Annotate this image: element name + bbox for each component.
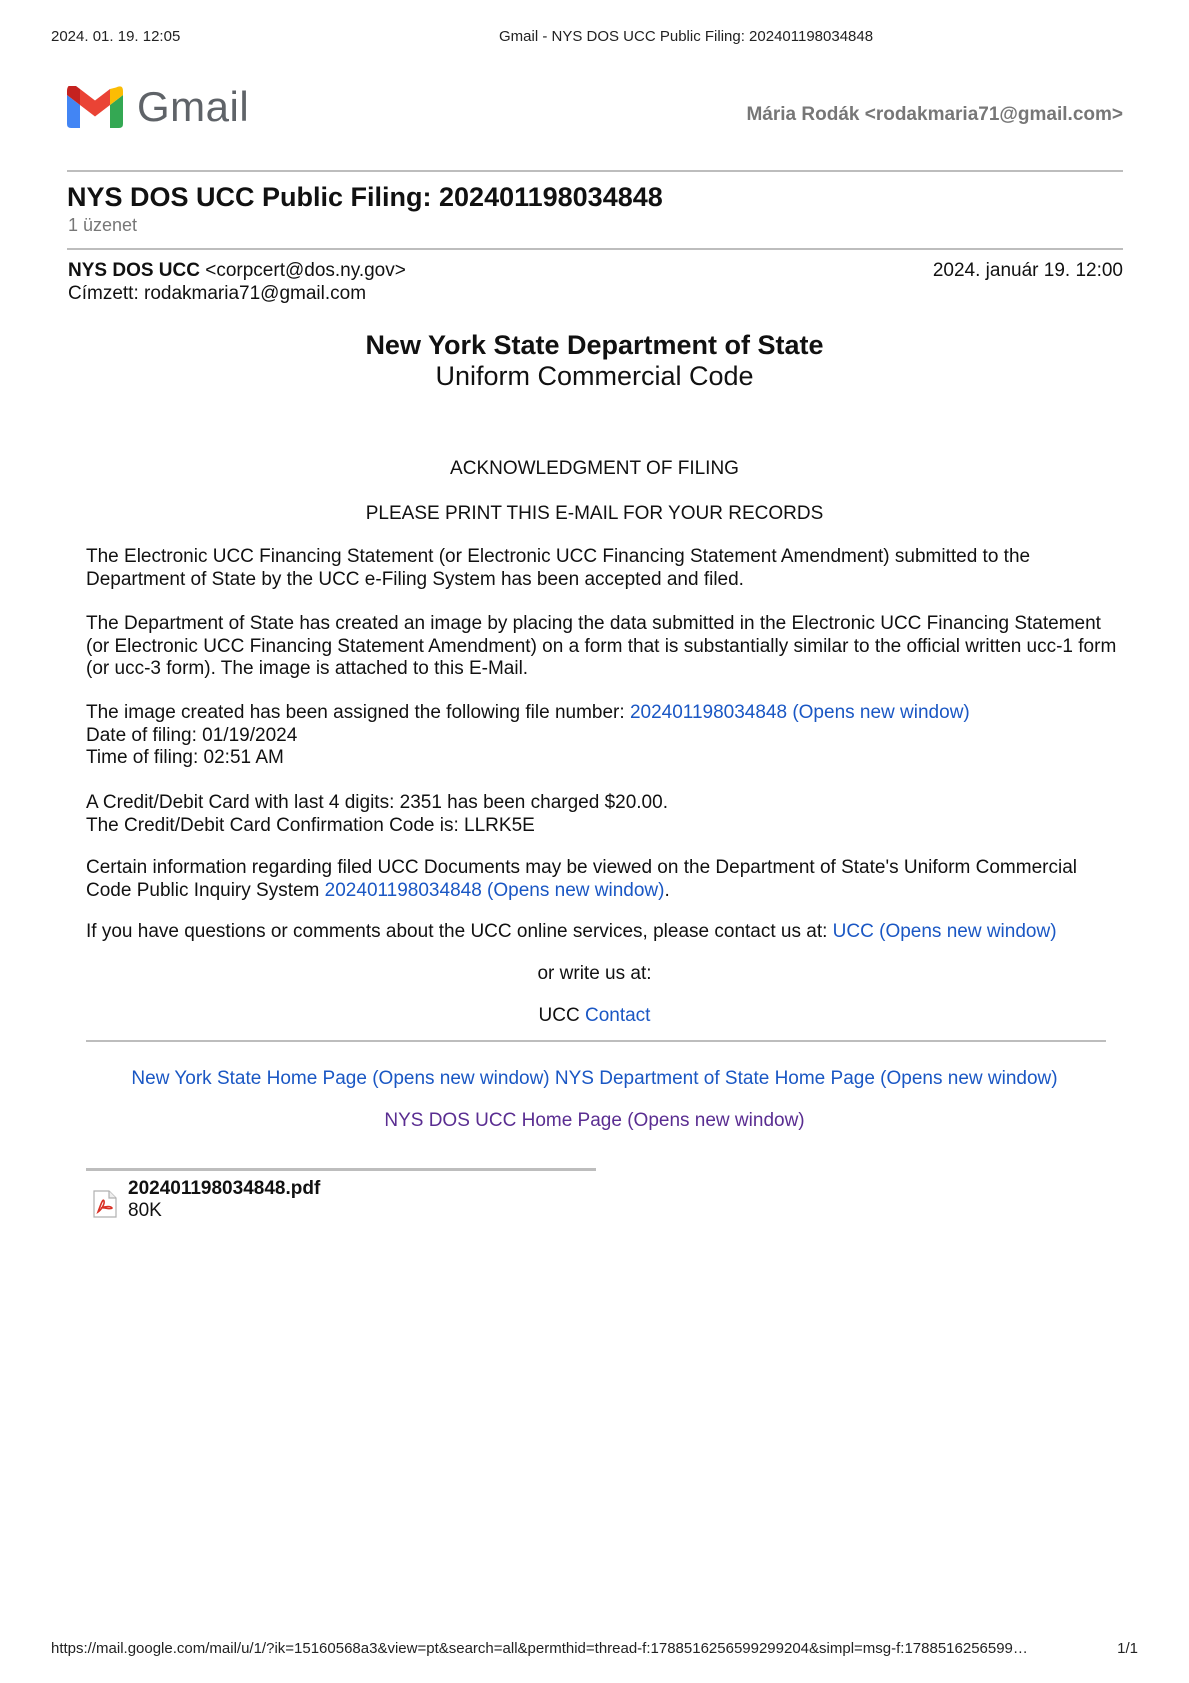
print-title: Gmail - NYS DOS UCC Public Filing: 202401198034848 <box>499 28 874 45</box>
card-confirmation: The Credit/Debit Card Confirmation Code is: LLRK5E <box>86 814 535 836</box>
attachment-divider <box>86 1168 596 1171</box>
gmail-header <box>67 83 1123 146</box>
body-title: New York State Department of State <box>365 330 824 360</box>
inquiry-text: Certain information regarding filed UCC Documents may be viewed on the Department of State's Uniform Commercial Code Public Inquiry System <box>86 857 1077 901</box>
questions-text: If you have questions or comments about the UCC online services, please contact us at: <box>86 921 833 942</box>
body-subtitle: Uniform Commercial Code <box>435 361 754 391</box>
gmail-wordmark: Gmail <box>137 83 250 130</box>
print-url: https://mail.google.com/mail/u/1/?ik=15160568a3&view=pt&search=all&permthid=thread-f:1788516256599299204&simpl=msg-f:1788516256599… <box>51 1640 1028 1657</box>
questions-paragraph <box>86 921 1123 944</box>
file-number-label: The image created has been assigned the following file number: <box>86 702 630 723</box>
print-header <box>51 28 1138 48</box>
message-count: 1 üzenet <box>68 215 138 235</box>
sender-email: <corpcert@dos.ny.gov> <box>205 260 406 281</box>
divider <box>67 170 1123 172</box>
thread-subject: NYS DOS UCC Public Filing: 202401198034848 <box>67 182 663 212</box>
attachment-filename[interactable]: 202401198034848.pdf <box>128 1178 321 1199</box>
ucc-contact-link[interactable]: UCC (Opens new window) <box>832 921 1057 942</box>
inquiry-paragraph <box>86 857 1123 902</box>
footer-links-row-2 <box>0 1110 1189 1132</box>
ucc-home-link[interactable]: NYS DOS UCC Home Page (Opens new window) <box>384 1110 805 1131</box>
nys-home-link[interactable]: New York State Home Page (Opens new window) <box>131 1068 550 1089</box>
contact-link[interactable]: Contact <box>584 1005 651 1026</box>
print-footer <box>51 1640 1138 1660</box>
or-write-text: or write us at: <box>537 963 652 984</box>
dos-home-link[interactable]: NYS Department of State Home Page (Opens new window) <box>554 1068 1058 1089</box>
file-number-line <box>86 702 1123 725</box>
attachment-size: 80K <box>128 1200 162 1221</box>
sender-name: NYS DOS UCC <box>68 260 200 281</box>
gmail-logo[interactable] <box>67 83 250 130</box>
file-number-link[interactable]: 202401198034848 (Opens new window) <box>629 702 970 723</box>
inquiry-link[interactable]: 202401198034848 (Opens new window) <box>324 879 665 901</box>
ucc-contact-line <box>0 1005 1189 1027</box>
filing-details <box>86 702 1123 770</box>
card-charged: A Credit/Debit Card with last 4 digits: 2351 has been charged $20.00. <box>86 792 668 813</box>
divider <box>86 1040 1106 1042</box>
payment-details <box>86 792 1123 837</box>
account-label: Mária Rodák <rodakmaria71@gmail.com> <box>746 104 1123 125</box>
attachment-info <box>128 1178 320 1222</box>
pdf-icon <box>92 1190 118 1218</box>
print-notice: PLEASE PRINT THIS E-MAIL FOR YOUR RECORDS <box>365 503 824 524</box>
inquiry-period: . <box>664 879 670 901</box>
gmail-m-icon <box>67 86 123 128</box>
date-of-filing: Date of filing: 01/19/2024 <box>86 724 298 746</box>
ucc-label: UCC <box>538 1005 585 1026</box>
time-of-filing: Time of filing: 02:51 AM <box>86 747 284 768</box>
print-datetime: 2024. 01. 19. 12:05 <box>51 28 181 45</box>
attachment[interactable] <box>92 1178 320 1222</box>
message-date: 2024. január 19. 12:00 <box>932 260 1123 281</box>
paragraph-accepted: The Electronic UCC Financing Statement (or Electronic UCC Financing Statement Amendment) submitted to the Department of State by the UCC e-Filing System has been accepted and filed. <box>86 546 1031 590</box>
acknowledgment-heading: ACKNOWLEDGMENT OF FILING <box>450 458 739 479</box>
footer-links-row <box>0 1068 1189 1090</box>
page-number: 1/1 <box>1117 1640 1138 1657</box>
divider <box>67 248 1123 250</box>
sender <box>68 260 406 282</box>
paragraph-image: The Department of State has created an image by placing the data submitted in the Electronic UCC Financing Statement (or Electronic UCC Financing Statement Amendment) on a form that is substantially similar to the official written ucc-1 form (or ucc-3 form). The image is attached to this E-Mail. <box>86 613 1117 679</box>
recipient: Címzett: rodakmaria71@gmail.com <box>68 283 367 304</box>
